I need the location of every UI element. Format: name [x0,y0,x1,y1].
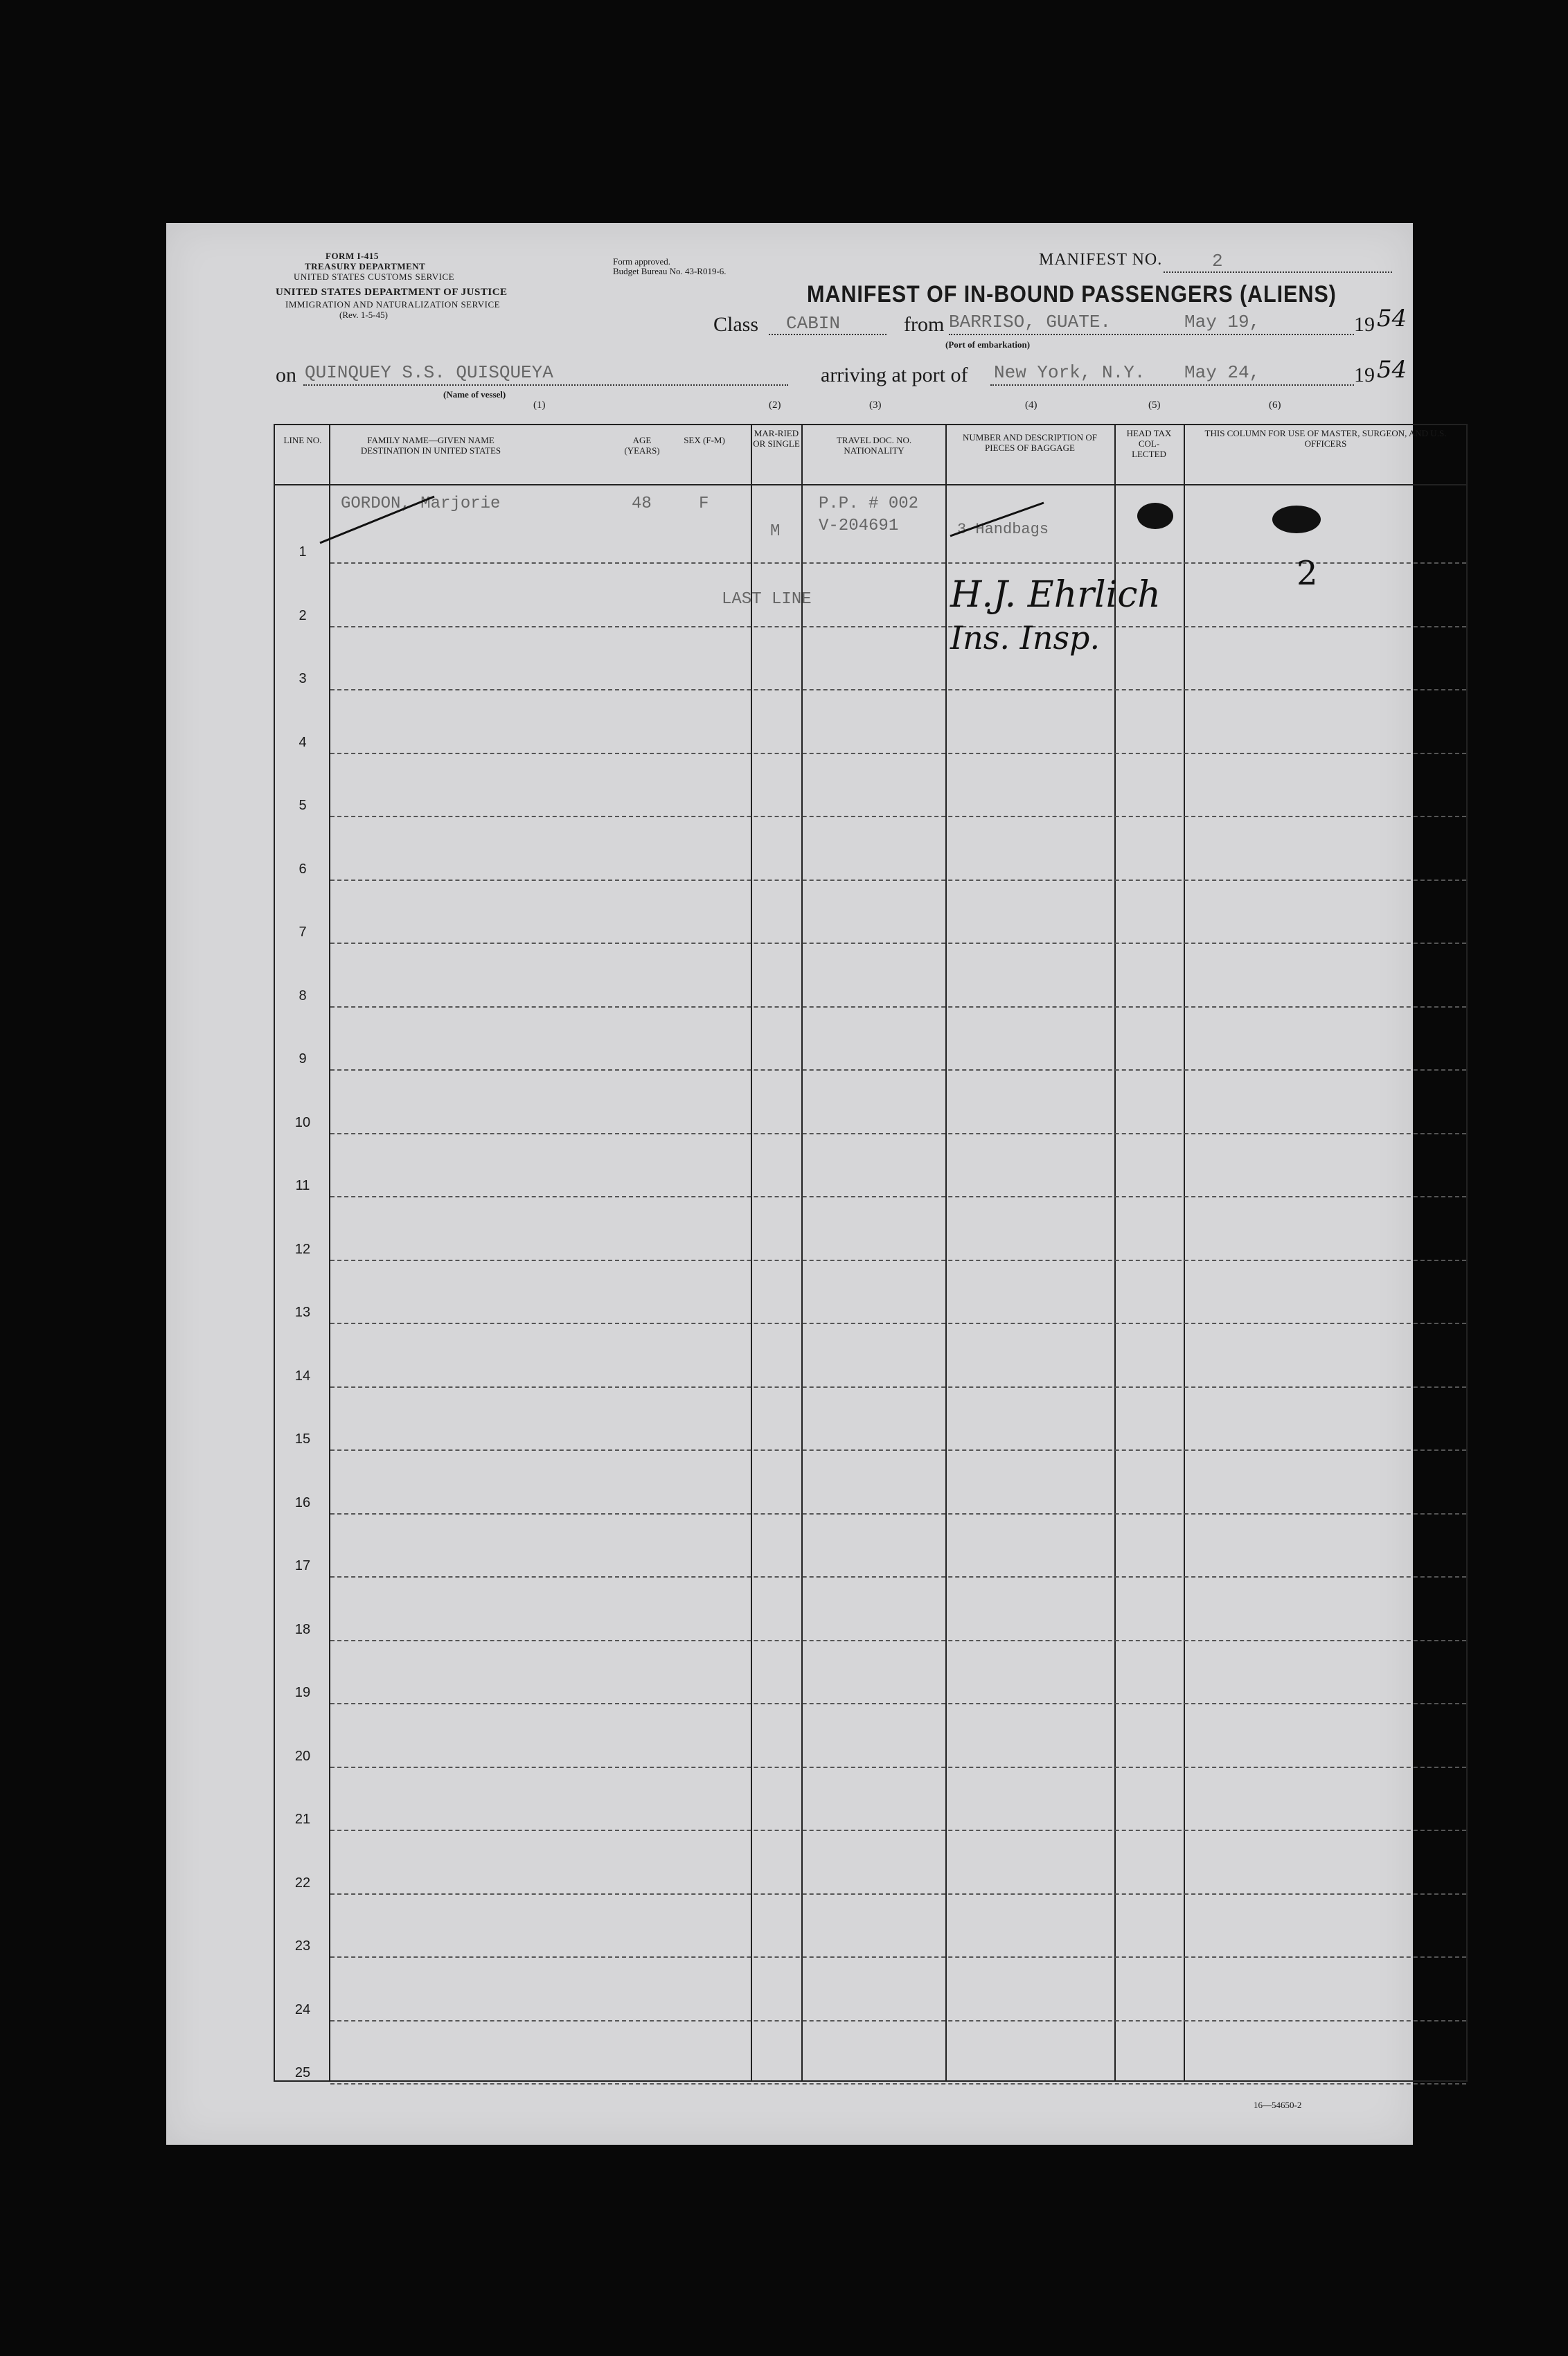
column-number-3: (3) [869,400,882,411]
immigration-service: IMMIGRATION AND NATURALIZATION SERVICE [285,299,501,310]
row-number: 8 [299,988,307,1003]
officer-mark: 2 [1297,554,1318,593]
row-number: 21 [294,1812,311,1827]
row-divider [330,1133,1466,1134]
row-number: 4 [299,734,307,750]
form-print-code: 16—54650-2 [1254,2100,1302,2110]
form-number: FORM I-415 [326,251,379,261]
column-number-4: (4) [1025,400,1037,411]
port-of-embarkation-value: BARRISO, GUATE. [949,312,1112,332]
row-number: 2 [299,607,307,623]
row-divider [330,1767,1466,1768]
year-prefix-2: 19 [1354,364,1375,386]
row-number: 3 [299,671,307,686]
column-divider [751,425,752,2080]
row-divider [330,1260,1466,1261]
header-divider [275,484,1466,485]
on-label: on [276,364,296,386]
header-married: MAR-RIED OR SINGLE [753,428,800,449]
year-value-1: 54 [1377,305,1407,332]
row-divider [330,1830,1466,1831]
passenger-sex: F [699,494,709,513]
row-divider [330,1576,1466,1578]
row-divider [330,753,1466,754]
row-divider [330,562,1466,564]
column-number-6: (6) [1269,400,1281,411]
row-number: 13 [294,1305,311,1320]
column-divider [801,425,803,2080]
row-number: 25 [294,2065,311,2080]
year-value-2: 54 [1377,356,1407,384]
row-divider [330,1386,1466,1388]
passenger-age: 48 [632,494,652,513]
from-line [949,334,1354,335]
baggage-description: 3 Handbags [957,521,1049,538]
column-number-1: (1) [533,400,546,411]
row-divider [330,1640,1466,1641]
arriving-label: arriving at port of [821,364,968,386]
last-line-marker: LAST LINE [722,590,812,609]
row-divider [330,1513,1466,1515]
treasury-department: TREASURY DEPARTMENT [305,261,426,271]
row-divider [330,689,1466,690]
column-divider [945,425,947,2080]
manifest-sheet [166,223,1447,2145]
row-number: 17 [294,1558,311,1573]
column-number-5: (5) [1148,400,1161,411]
manifest-number-label: MANIFEST NO. [1039,251,1163,269]
row-number: 22 [294,1875,311,1891]
row-divider [330,1323,1466,1324]
class-value: CABIN [786,313,841,334]
passenger-name: GORDON, Marjorie [341,494,501,513]
class-line [769,334,887,335]
check-mark-stroke [317,491,441,546]
row-number: 11 [295,1178,310,1193]
column-divider [1114,425,1116,2080]
ink-blot [1272,506,1321,533]
ink-blot [1137,503,1173,529]
row-divider [330,1956,1466,1958]
port-of-embarkation-label: (Port of embarkation) [945,339,1031,350]
page-title: MANIFEST OF IN-BOUND PASSENGERS (ALIENS) [807,281,1337,307]
header-line-no: LINE NO. [283,435,322,445]
header-age: AGE (YEARS) [624,435,660,456]
row-divider [330,880,1466,881]
row-divider [330,1703,1466,1704]
header-baggage: NUMBER AND DESCRIPTION OF PIECES OF BAGGAGE [963,432,1097,453]
passenger-table [274,424,1468,2082]
travel-doc-number: P.P. # 002 [819,494,919,513]
customs-service: UNITED STATES CUSTOMS SERVICE [294,271,455,282]
row-number: 23 [294,1938,311,1954]
row-number: 7 [299,925,307,940]
row-divider [330,1449,1466,1451]
row-divider [330,816,1466,817]
row-number: 15 [294,1431,311,1447]
travel-doc-visa: V-204691 [819,517,899,535]
row-number: 6 [299,861,307,877]
row-divider [330,626,1466,627]
row-divider [330,943,1466,944]
vessel-name-label: (Name of vessel) [443,389,506,400]
row-number: 9 [299,1051,307,1067]
budget-bureau: Budget Bureau No. 43-R019-6. [613,266,727,276]
year-prefix-1: 19 [1354,313,1375,336]
arrival-port-value: New York, N.Y. [994,362,1146,383]
row-number: 16 [294,1494,311,1510]
vessel-line [303,384,788,386]
row-number: 24 [294,2001,311,2017]
baggage-check-stroke [947,494,1051,543]
row-divider [330,2020,1466,2022]
class-label: Class [713,313,759,336]
header-travel-doc: TRAVEL DOC. NO. NATIONALITY [836,435,912,456]
manifest-number-value: 2 [1212,251,1223,271]
embarkation-date: May 19, [1184,312,1260,332]
header-name: FAMILY NAME—GIVEN NAME DESTINATION IN UNITED STATES [360,435,501,456]
row-divider [330,1893,1466,1895]
row-divider [330,1069,1466,1071]
department-of-justice: UNITED STATES DEPARTMENT OF JUSTICE [276,287,508,298]
row-number: 19 [294,1685,311,1700]
form-approved: Form approved. [613,256,671,267]
inspector-title: Ins. Insp. [950,619,1101,657]
vessel-name-value: QUINQUEY S.S. QUISQUEYA [305,362,553,383]
header-sex: SEX (F-M) [684,435,725,445]
row-number: 14 [294,1368,311,1384]
row-number: 12 [294,1241,311,1257]
header-head-tax: HEAD TAX COL-LECTED [1126,428,1172,459]
revision: (Rev. 1-5-45) [339,310,388,320]
row-number: 10 [294,1114,311,1130]
row-divider [330,1196,1466,1197]
row-number: 5 [299,798,307,813]
passenger-married: M [770,522,781,541]
manifest-number-line [1164,271,1392,273]
row-number: 1 [299,544,307,560]
row-divider [330,2083,1466,2085]
inspector-signature: H.J. Ehrlich [950,574,1161,616]
arriving-line [990,384,1354,386]
from-label: from [904,313,945,336]
arrival-date: May 24, [1184,362,1260,383]
row-number: 20 [294,1748,311,1764]
row-number: 18 [294,1621,311,1637]
header-officers: THIS COLUMN FOR USE OF MASTER, SURGEON, AND U.S. OFFICERS [1204,428,1447,449]
column-number-2: (2) [769,400,781,411]
row-divider [330,1006,1466,1008]
column-divider [1184,425,1185,2080]
